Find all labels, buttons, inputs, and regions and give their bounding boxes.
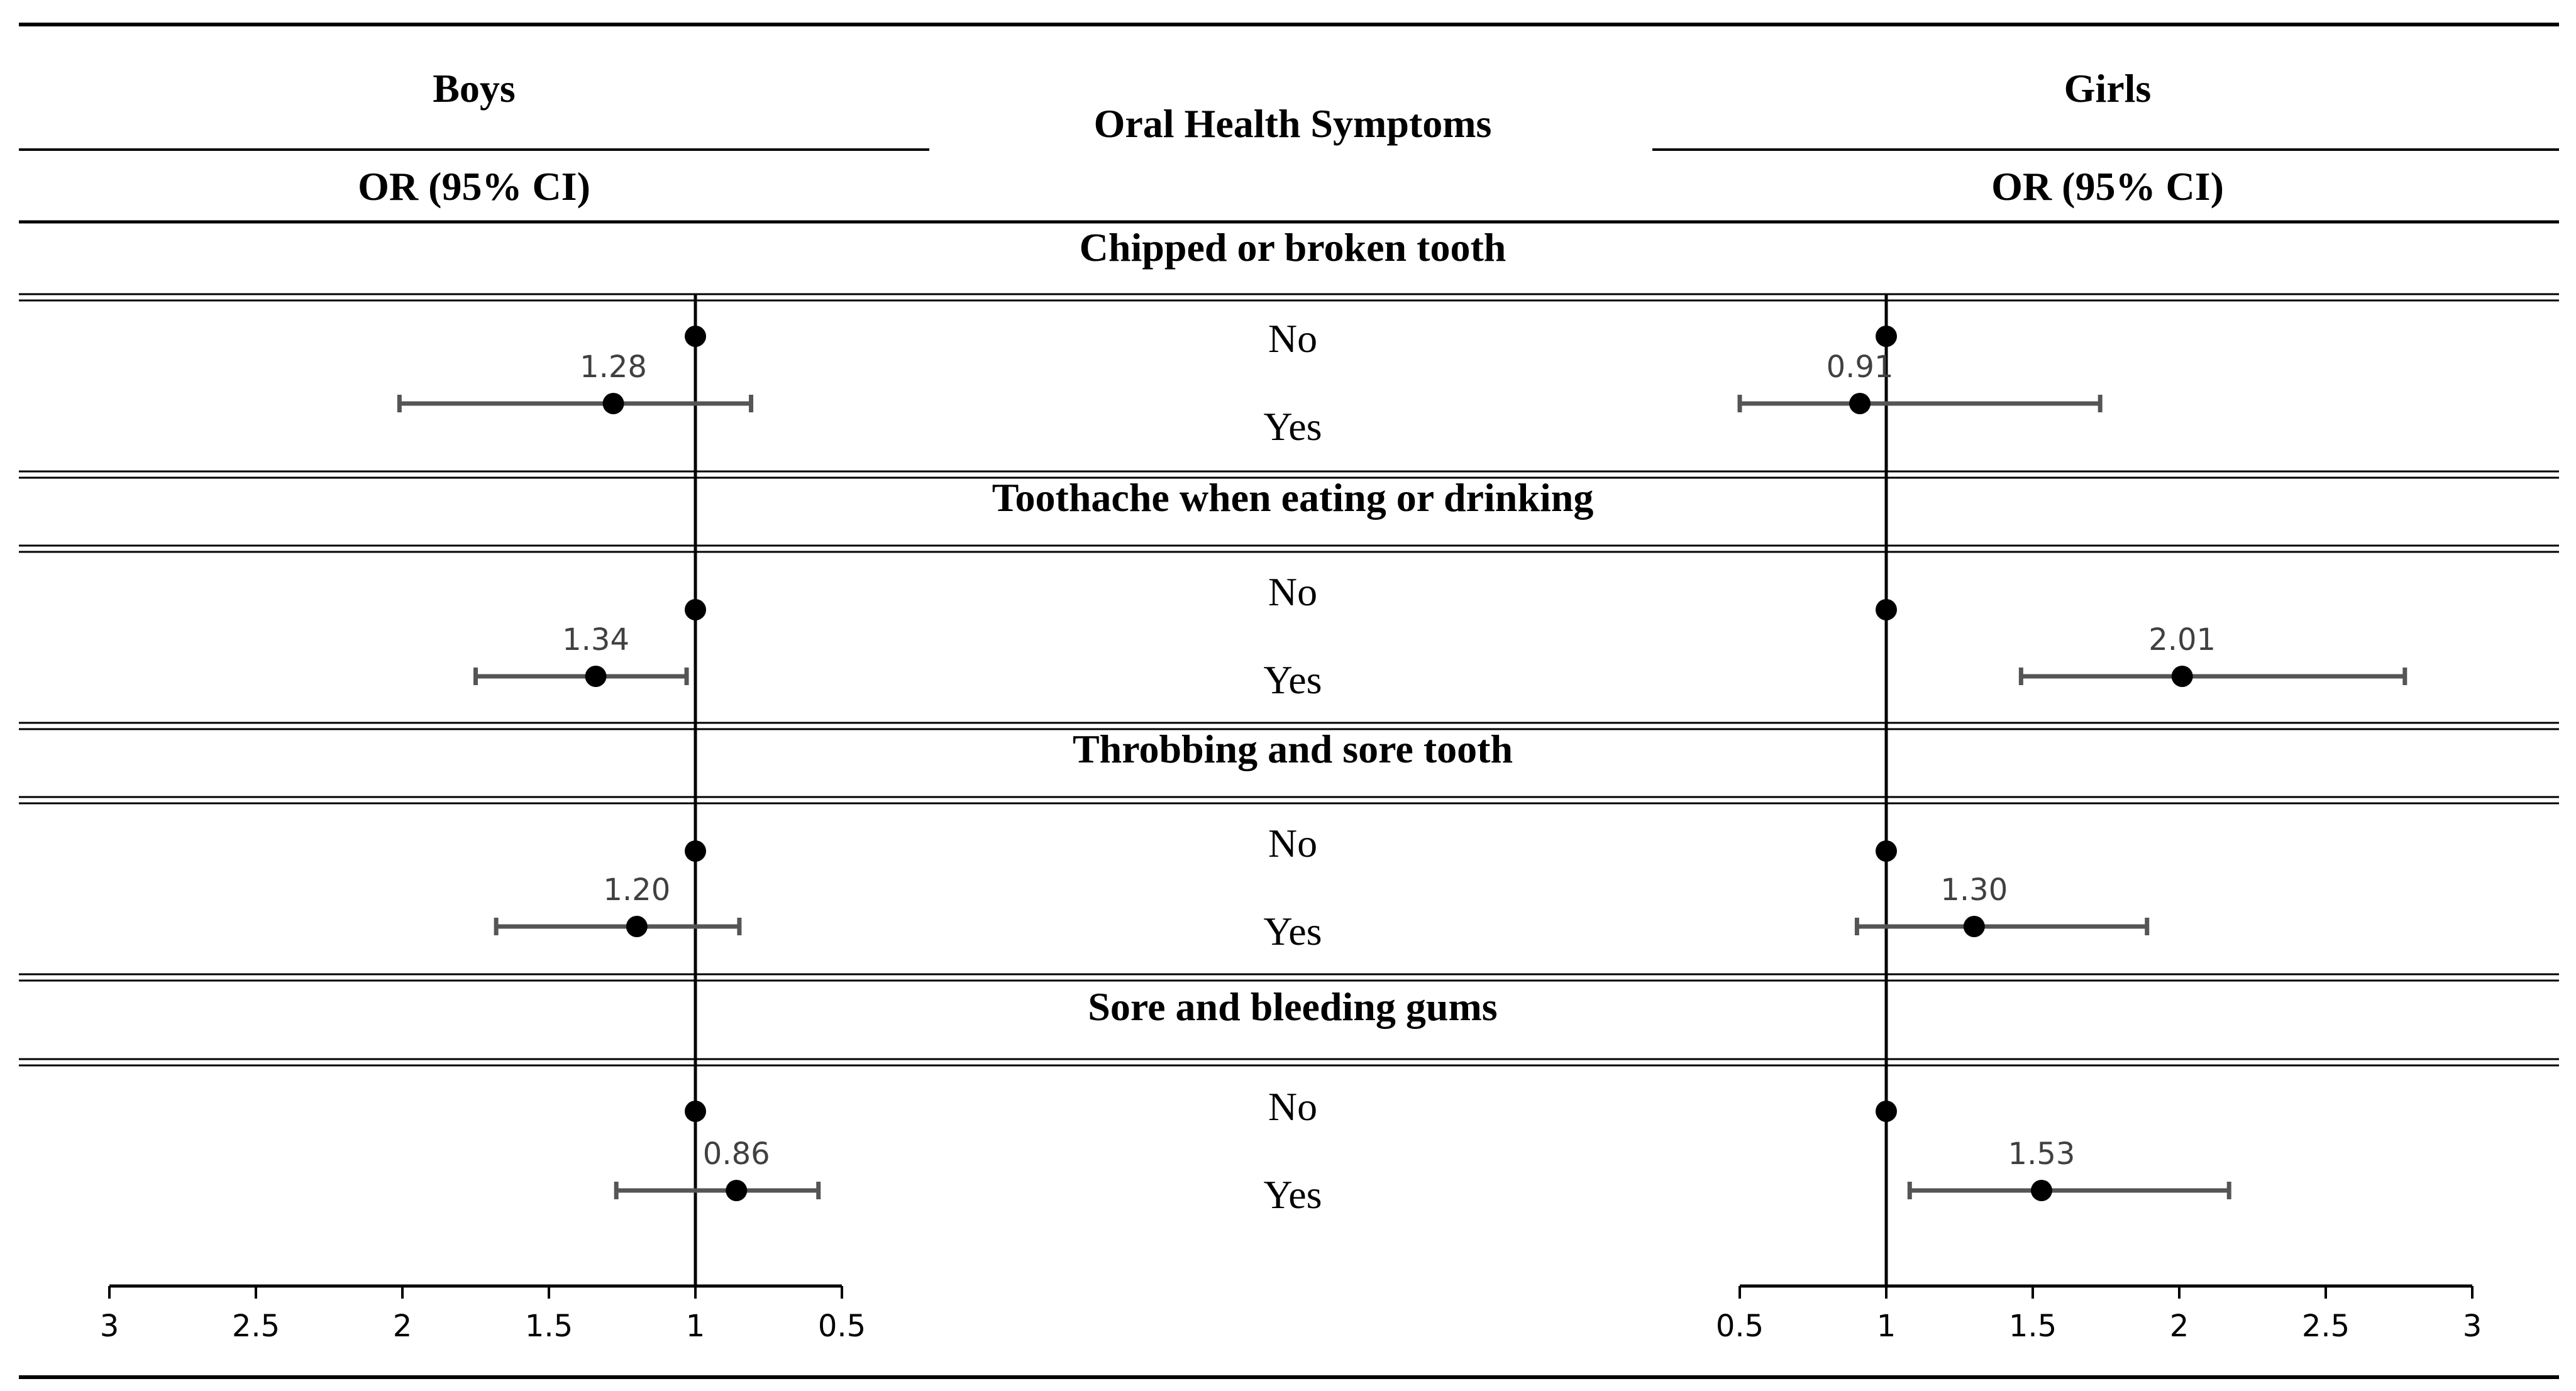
girls-header: Girls: [2064, 66, 2152, 111]
girls-point: [2172, 666, 2193, 687]
boys-or-label: 0.86: [702, 1136, 770, 1172]
girls-or-label: 1.30: [1940, 872, 2008, 908]
symptom-title: Throbbing and sore tooth: [1072, 727, 1513, 771]
boys-tick-label: 0.5: [817, 1309, 866, 1344]
row-label: Yes: [1263, 657, 1322, 702]
x-axes: [100, 1286, 2482, 1344]
boys-header: Boys: [433, 66, 516, 111]
symptom-title: Chipped or broken tooth: [1079, 225, 1506, 270]
girls-tick-label: 0.5: [1715, 1309, 1764, 1344]
girls-or-label: 1.53: [2008, 1136, 2076, 1172]
boys-tick-label: 1: [685, 1309, 705, 1344]
row-label: No: [1268, 316, 1318, 361]
girls-point: [1876, 599, 1897, 620]
boys-point: [685, 599, 706, 620]
row-label: Yes: [1263, 909, 1322, 954]
boys-point: [603, 393, 624, 414]
symptom-title: Toothache when eating or drinking: [992, 475, 1594, 520]
boys-tick-label: 3: [99, 1309, 119, 1344]
girls-or-label: 0.91: [1826, 349, 1894, 385]
row-label: No: [1268, 821, 1318, 866]
row-label: No: [1268, 569, 1318, 614]
boys-measure-label: OR (95% CI): [358, 164, 590, 209]
girls-point: [1964, 916, 1985, 937]
girls-point: [1876, 840, 1897, 862]
boys-or-label: 1.20: [603, 872, 671, 908]
girls-or-label: 2.01: [2148, 622, 2216, 657]
girls-tick-label: 2: [2169, 1309, 2189, 1344]
boys-point: [685, 840, 706, 862]
boys-point: [685, 326, 706, 347]
boys-or-label: 1.28: [580, 349, 647, 385]
boys-or-label: 1.34: [562, 622, 629, 657]
row-label: Yes: [1263, 1172, 1322, 1217]
symptom-title: Sore and bleeding gums: [1088, 984, 1498, 1029]
boys-point: [585, 666, 607, 687]
girls-tick-label: 2.5: [2301, 1309, 2350, 1344]
boys-point: [726, 1180, 747, 1201]
girls-tick-label: 3: [2462, 1309, 2482, 1344]
boys-tick-label: 1.5: [524, 1309, 573, 1344]
group-rows: [19, 225, 2559, 1217]
girls-point: [2031, 1180, 2052, 1201]
row-label: Yes: [1263, 404, 1322, 449]
boys-tick-label: 2: [392, 1309, 412, 1344]
boys-point: [685, 1101, 706, 1122]
boys-point: [626, 916, 648, 937]
girls-point: [1876, 326, 1897, 347]
center-title: Oral Health Symptoms: [1093, 101, 1492, 146]
boys-tick-label: 2.5: [231, 1309, 280, 1344]
girls-tick-label: 1: [1876, 1309, 1896, 1344]
girls-tick-label: 1.5: [2008, 1309, 2057, 1344]
girls-measure-label: OR (95% CI): [1991, 164, 2224, 209]
row-label: No: [1268, 1084, 1318, 1129]
girls-point: [1849, 393, 1871, 414]
girls-point: [1876, 1101, 1897, 1122]
